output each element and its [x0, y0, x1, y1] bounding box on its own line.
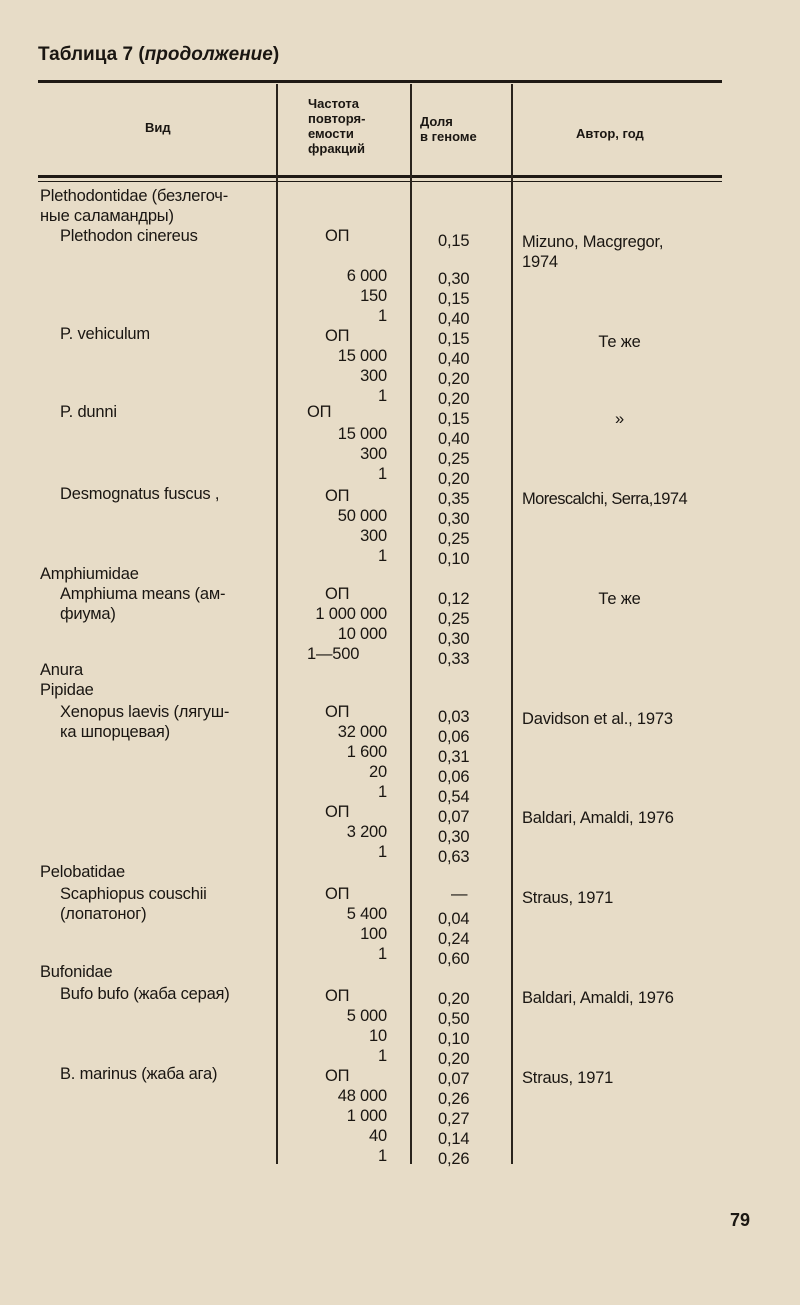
- freq-xenopus-b-3200: 3 200: [346, 823, 387, 841]
- share-scaphiopus-1: —: [451, 885, 468, 903]
- share-amphiuma-2: 0,25: [438, 610, 470, 628]
- freq-amphiuma-10000: 10 000: [337, 625, 387, 643]
- share-xenopus-b-3: 0,63: [438, 848, 470, 866]
- column-divider-3: [511, 84, 513, 1164]
- species-b-marinus: B. marinus (жаба ага): [60, 1065, 218, 1083]
- species-amphiuma-means-line-1: Amphiuma means (ам-: [60, 585, 226, 603]
- freq-scaphiopus-100: 100: [360, 925, 387, 943]
- freq-scaphiopus-1: 1: [378, 945, 387, 963]
- share-p-vehiculum-4: 0,20: [438, 390, 470, 408]
- author-straus-1: Straus, 1971: [522, 889, 614, 907]
- freq-amphiuma-1-500: 1—500: [307, 645, 360, 663]
- share-desmognatus-3: 0,25: [438, 530, 470, 548]
- share-p-vehiculum-2: 0,40: [438, 350, 470, 368]
- share-p-dunni-3: 0,25: [438, 450, 470, 468]
- share-p-vehiculum-1: 0,15: [438, 330, 470, 348]
- freq-p-dunni-300: 300: [360, 445, 387, 463]
- share-scaphiopus-2: 0,04: [438, 910, 470, 928]
- page-number: 79: [729, 1210, 750, 1230]
- freq-xenopus-b-op: ОП: [325, 803, 350, 821]
- share-xenopus-b-1: 0,07: [438, 808, 470, 826]
- freq-xenopus-b-1: 1: [378, 843, 387, 861]
- species-xenopus-laevis-line-2: ка шпорцевая): [60, 723, 170, 741]
- share-xenopus-a-4: 0,06: [438, 768, 470, 786]
- species-plethodontidae-line-2: ные саламандры): [40, 207, 174, 225]
- species-scaphiopus-couschii-line-2: (лопатоног): [60, 905, 147, 923]
- share-bufo-2: 0,50: [438, 1010, 470, 1028]
- share-amphiuma-1: 0,12: [438, 590, 470, 608]
- freq-desmognatus-50000: 50 000: [337, 507, 387, 525]
- freq-p-vehiculum-300: 300: [360, 367, 387, 385]
- freq-scaphiopus-op: ОП: [325, 885, 350, 903]
- share-p-cinereus-3: 0,15: [438, 290, 470, 308]
- header-frequency-line-3: емости: [308, 126, 354, 141]
- share-xenopus-a-2: 0,06: [438, 728, 470, 746]
- share-desmognatus-2: 0,30: [438, 510, 470, 528]
- species-plethodontidae-line-1: Plethodontidae (безлегоч-: [40, 187, 228, 205]
- header-rule-thin: [38, 181, 722, 182]
- header-genome-share-line-2: в геноме: [420, 129, 477, 144]
- freq-p-vehiculum-15000: 15 000: [337, 347, 387, 365]
- share-xenopus-b-2: 0,30: [438, 828, 470, 846]
- header-species: Вид: [145, 120, 171, 135]
- author-same-2: Те же: [598, 590, 641, 608]
- freq-p-vehiculum-op: ОП: [325, 327, 350, 345]
- header-frequency-line-2: повторя-: [308, 111, 366, 126]
- author-mizuno-line-2: 1974: [522, 253, 558, 271]
- freq-marinus-1000: 1 000: [346, 1107, 387, 1125]
- author-mizuno-line-1: Mizuno, Macgregor,: [522, 233, 664, 251]
- share-amphiuma-3: 0,30: [438, 630, 470, 648]
- freq-p-dunni-15000: 15 000: [337, 425, 387, 443]
- species-bufo-bufo: Bufo bufo (жаба серая): [60, 985, 230, 1003]
- share-desmognatus-4: 0,10: [438, 550, 470, 568]
- freq-amphiuma-op: ОП: [325, 585, 350, 603]
- freq-bufo-op: ОП: [325, 987, 350, 1005]
- freq-marinus-1: 1: [378, 1147, 387, 1165]
- share-marinus-4: 0,14: [438, 1130, 470, 1148]
- freq-amphiuma-1000000: 1 000 000: [315, 605, 387, 623]
- header-genome-share: [420, 114, 477, 144]
- author-same-1: Те же: [598, 333, 641, 351]
- share-xenopus-a-3: 0,31: [438, 748, 470, 766]
- freq-marinus-48000: 48 000: [337, 1087, 387, 1105]
- freq-p-dunni-1: 1: [378, 465, 387, 483]
- freq-bufo-10: 10: [369, 1027, 387, 1045]
- share-bufo-4: 0,20: [438, 1050, 470, 1068]
- author-straus-2: Straus, 1971: [522, 1069, 614, 1087]
- freq-desmognatus-300: 300: [360, 527, 387, 545]
- share-marinus-2: 0,26: [438, 1090, 470, 1108]
- freq-xenopus-a-1: 1: [378, 783, 387, 801]
- share-p-cinereus-1: 0,15: [438, 232, 470, 250]
- header-author-year: Автор, год: [576, 126, 644, 141]
- species-bufonidae: Bufonidae: [40, 963, 113, 981]
- species-plethodon-cinereus: Plethodon cinereus: [60, 227, 198, 245]
- freq-xenopus-a-20: 20: [369, 763, 387, 781]
- freq-bufo-5000: 5 000: [346, 1007, 387, 1025]
- header-frequency-line-4: фракций: [308, 141, 366, 156]
- share-bufo-1: 0,20: [438, 990, 470, 1008]
- header-frequency-line-1: Частота: [308, 96, 360, 111]
- share-scaphiopus-4: 0,60: [438, 950, 470, 968]
- freq-p-cinereus-6000: 6 000: [346, 267, 387, 285]
- freq-xenopus-a-1600: 1 600: [346, 743, 387, 761]
- column-divider-1: [276, 84, 278, 1164]
- freq-desmognatus-1: 1: [378, 547, 387, 565]
- freq-marinus-op: ОП: [325, 1067, 350, 1085]
- freq-xenopus-a-op: ОП: [325, 703, 350, 721]
- species-amphiumidae: Amphiumidae: [40, 565, 139, 583]
- freq-scaphiopus-5400: 5 400: [346, 905, 387, 923]
- header-genome-share-line-1: Доля: [420, 114, 453, 129]
- table-caption-label: Таблица 7: [38, 44, 134, 65]
- author-baldari-2: Baldari, Amaldi, 1976: [522, 989, 674, 1007]
- species-anura: Anura: [40, 661, 84, 679]
- author-davidson: Davidson et al., 1973: [522, 710, 673, 728]
- header-frequency: [308, 96, 365, 156]
- share-amphiuma-4: 0,33: [438, 650, 470, 668]
- share-p-dunni-1: 0,15: [438, 410, 470, 428]
- share-p-dunni-4: 0,20: [438, 470, 470, 488]
- share-marinus-5: 0,26: [438, 1150, 470, 1168]
- top-rule: [38, 80, 722, 83]
- share-p-cinereus-2: 0,30: [438, 270, 470, 288]
- author-morescalchi: Morescalchi, Serra,1974: [522, 490, 688, 508]
- author-ditto-mark: »: [615, 410, 624, 428]
- share-desmognatus-1: 0,35: [438, 490, 470, 508]
- share-bufo-3: 0,10: [438, 1030, 470, 1048]
- freq-marinus-40: 40: [369, 1127, 387, 1145]
- share-p-vehiculum-3: 0,20: [438, 370, 470, 388]
- share-xenopus-a-1: 0,03: [438, 708, 470, 726]
- freq-p-dunni-op: ОП: [307, 403, 332, 421]
- share-p-cinereus-4: 0,40: [438, 310, 470, 328]
- freq-p-cinereus-150: 150: [360, 287, 387, 305]
- freq-p-cinereus-op: ОП: [325, 227, 350, 245]
- header-rule: [38, 175, 722, 178]
- freq-bufo-1: 1: [378, 1047, 387, 1065]
- species-xenopus-laevis-line-1: Xenopus laevis (лягуш-: [60, 703, 230, 721]
- share-p-dunni-2: 0,40: [438, 430, 470, 448]
- species-amphiuma-means-line-2: фиума): [60, 605, 116, 623]
- species-p-vehiculum: P. vehiculum: [60, 325, 150, 343]
- species-pipidae: Pipidae: [40, 681, 94, 699]
- share-xenopus-a-5: 0,54: [438, 788, 470, 806]
- freq-p-vehiculum-1: 1: [378, 387, 387, 405]
- column-divider-2: [410, 84, 412, 1164]
- share-marinus-1: 0,07: [438, 1070, 470, 1088]
- table-caption-note: продолжение: [144, 44, 273, 65]
- species-p-dunni: P. dunni: [60, 403, 117, 421]
- freq-xenopus-a-32000: 32 000: [337, 723, 387, 741]
- share-scaphiopus-3: 0,24: [438, 930, 470, 948]
- freq-desmognatus-op: ОП: [325, 487, 350, 505]
- share-marinus-3: 0,27: [438, 1110, 470, 1128]
- species-scaphiopus-couschii-line-1: Scaphiopus couschii: [60, 885, 207, 903]
- author-baldari-1: Baldari, Amaldi, 1976: [522, 809, 674, 827]
- species-pelobatidae: Pelobatidae: [40, 863, 125, 881]
- table-caption: Таблица 7 (продолжение): [38, 44, 280, 65]
- species-desmognatus-fuscus: Desmognatus fuscus ,: [60, 485, 220, 503]
- freq-p-cinereus-1: 1: [378, 307, 387, 325]
